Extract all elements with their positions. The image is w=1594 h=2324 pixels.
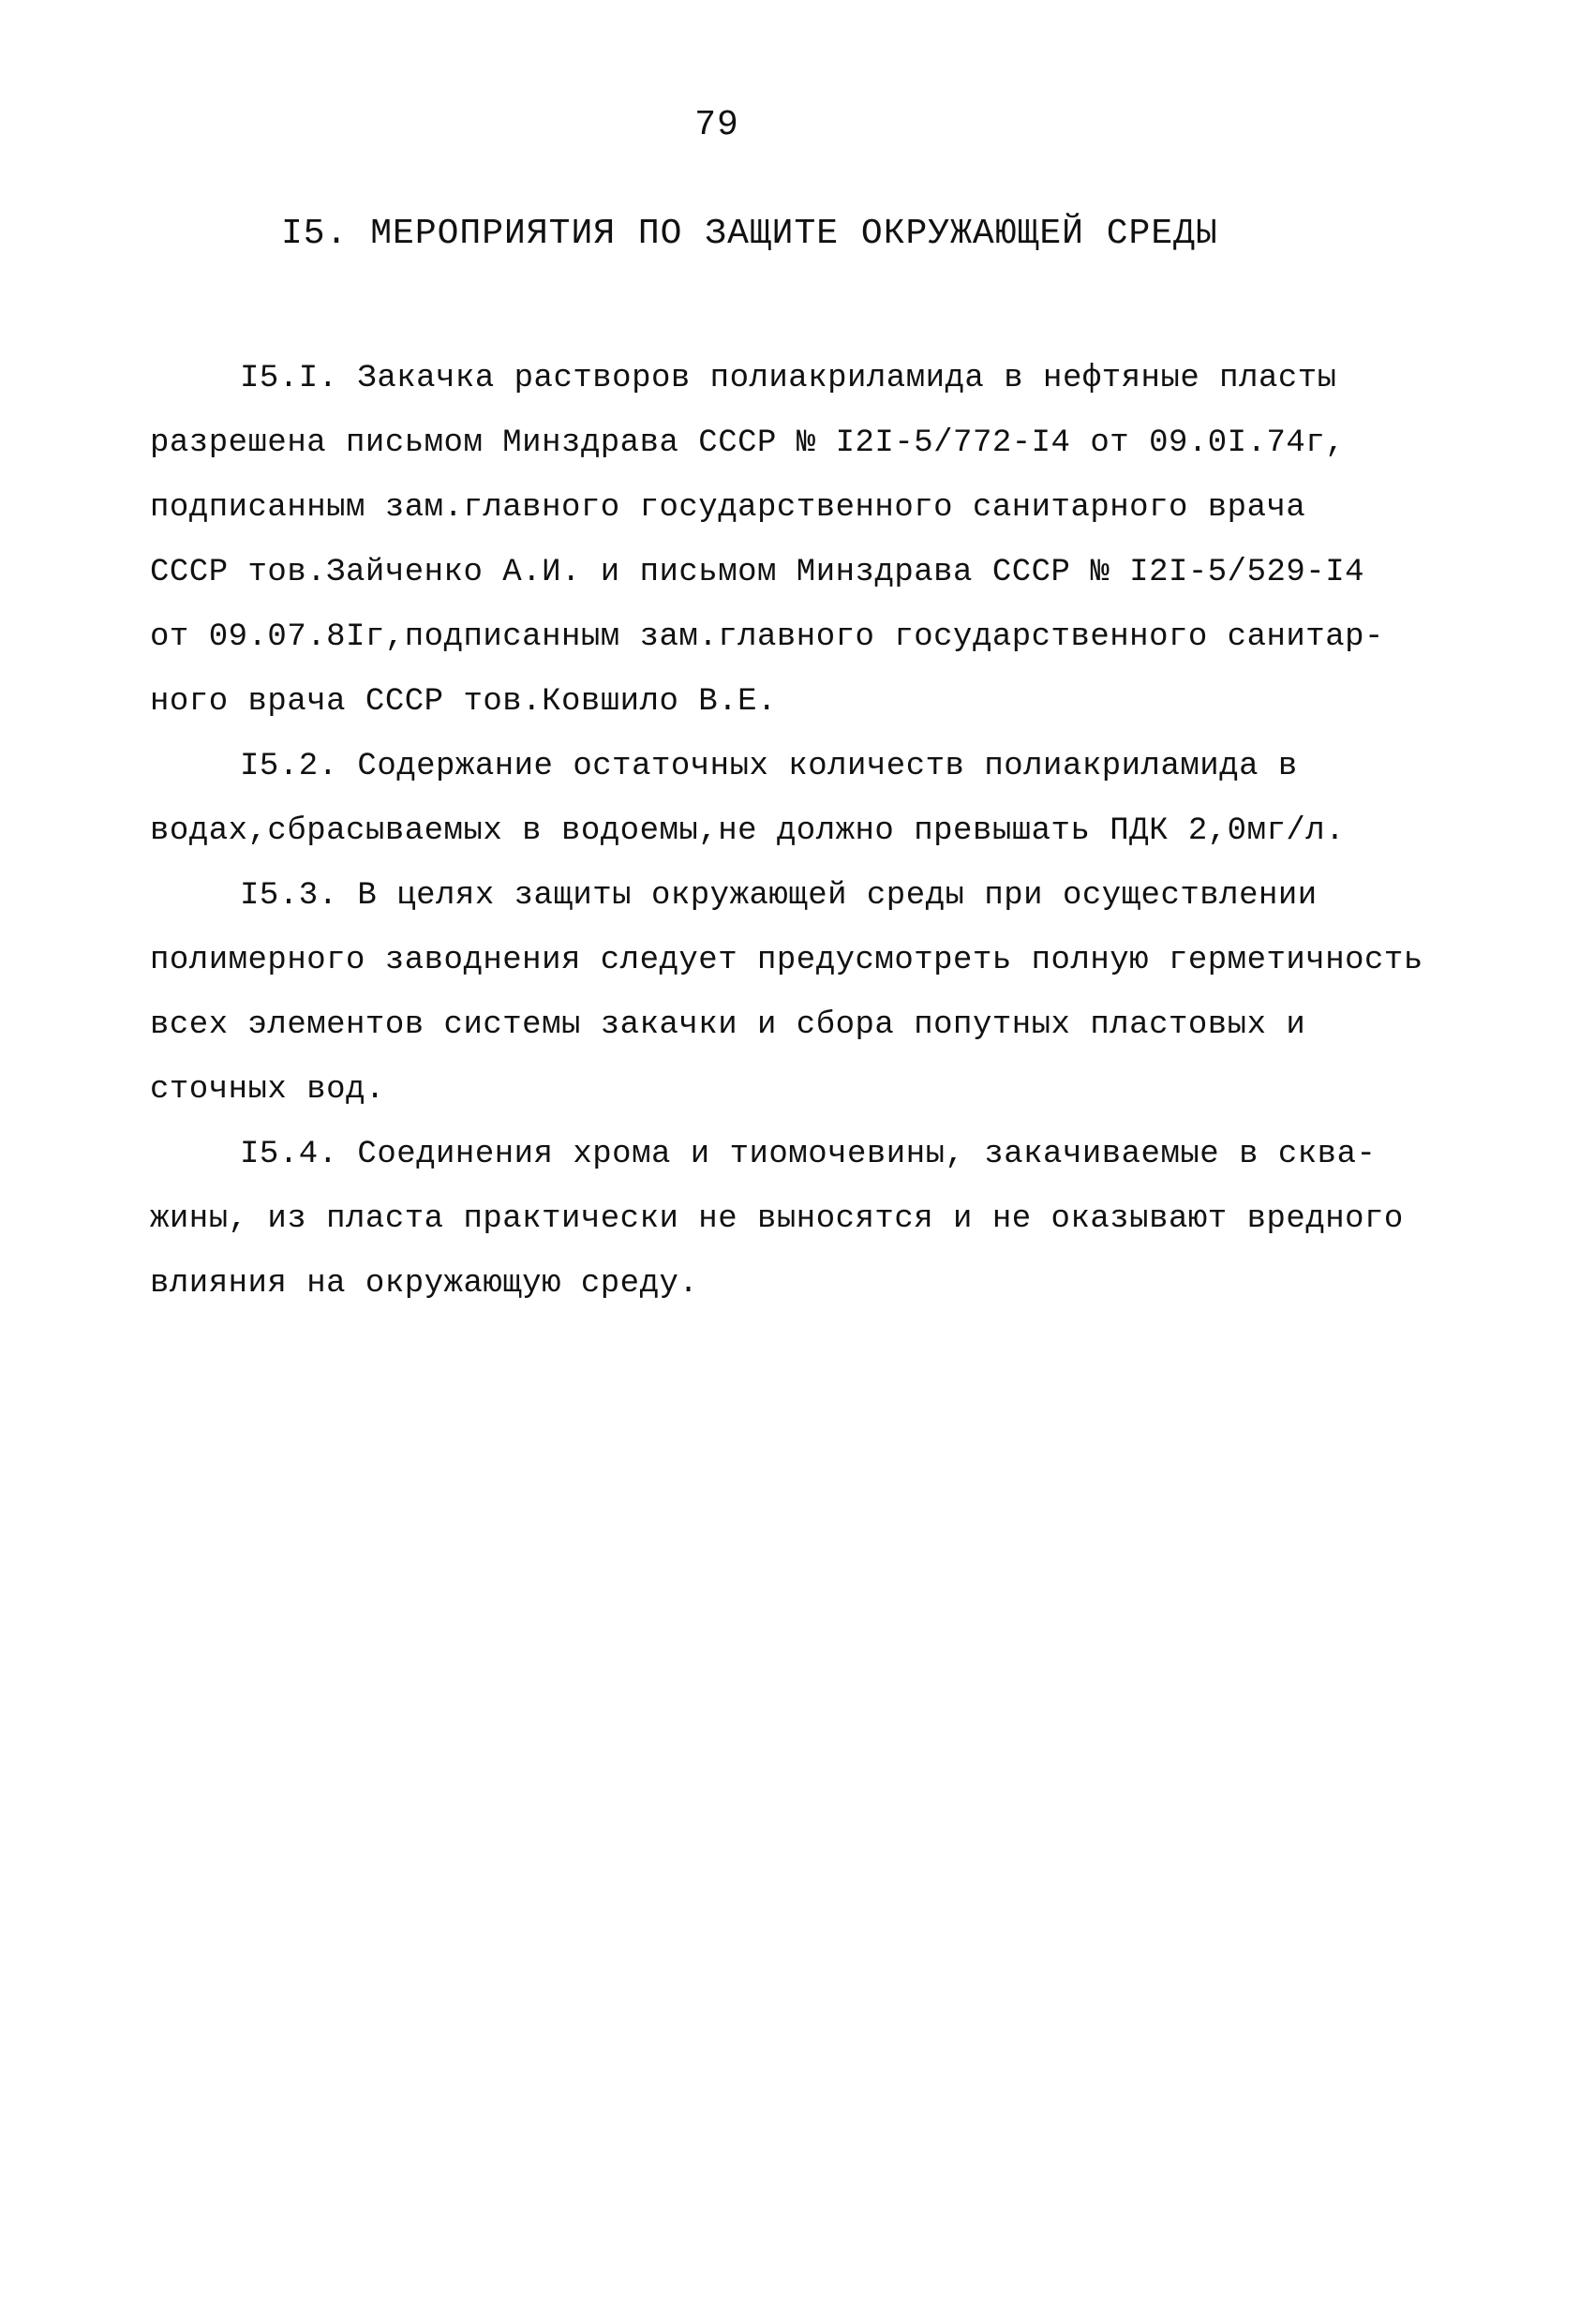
paragraph-15-1 <box>150 347 1462 735</box>
text-line: I5.I. Закачка растворов полиакриламида в нефтяные пласты <box>240 361 1337 396</box>
text-line: влияния на окружающую среду. <box>150 1266 699 1302</box>
section-title: I5. МЕРОПРИЯТИЯ ПО ЗАЩИТЕ ОКРУЖАЮЩЕЙ СРЕДЫ <box>281 214 1218 254</box>
text-line: I5.3. В целях защиты окружающей среды при осуществлении <box>240 878 1318 914</box>
text-line: СССР тов.Зайченко А.И. и письмом Минздрава СССР № I2I-5/529-I4 <box>150 555 1365 590</box>
text-line: ного врача СССР тов.Ковшило В.Е. <box>150 684 777 720</box>
text-line: подписанным зам.главного государственного санитарного врача <box>150 490 1306 526</box>
text-line: жины, из пласта практически не выносятся и не оказывают вредного <box>150 1201 1404 1237</box>
paragraph-15-4 <box>150 1123 1462 1317</box>
text-line: I5.2. Содержание остаточных количеств полиакриламида в <box>240 749 1298 784</box>
body-text <box>150 347 1462 1317</box>
text-line: I5.4. Соединения хрома и тиомочевины, закачиваемые в сква- <box>240 1137 1377 1172</box>
text-line: разрешена письмом Минздрава СССР № I2I-5/772-I4 от 09.0I.74г, <box>150 425 1346 461</box>
paragraph-15-3 <box>150 864 1462 1123</box>
text-line: от 09.07.8Iг,подписанным зам.главного государственного санитар- <box>150 619 1384 655</box>
text-line: полимерного заводнения следует предусмотреть полную герметичность <box>150 943 1423 978</box>
text-line: водах,сбрасываемых в водоемы,не должно превышать ПДК 2,0мг/л. <box>150 813 1346 849</box>
page-number: 79 <box>694 105 739 145</box>
text-line: всех элементов системы закачки и сбора попутных пластовых и <box>150 1007 1306 1043</box>
paragraph-15-2 <box>150 735 1462 864</box>
text-line: сточных вод. <box>150 1072 385 1108</box>
